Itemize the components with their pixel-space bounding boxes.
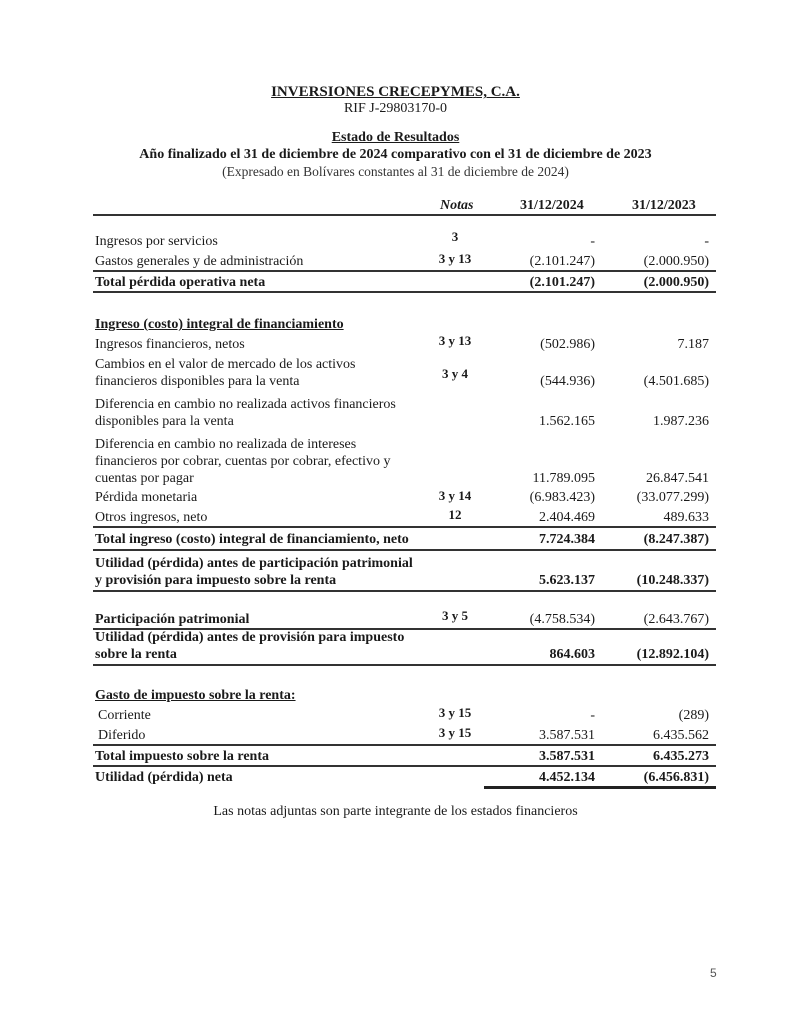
divider xyxy=(93,270,716,272)
value-2024: 2.404.469 xyxy=(539,510,595,525)
value-2023: 26.847.541 xyxy=(646,471,709,486)
value-2023: (10.248.337) xyxy=(636,573,709,588)
row-label: Total ingreso (costo) integral de financiamiento, neto xyxy=(95,532,409,547)
value-2024: (544.936) xyxy=(540,374,595,389)
row-label-line-2: sobre la renta xyxy=(95,647,177,662)
row-note: 3 y 4 xyxy=(442,366,468,381)
row-label-line-1: Utilidad (pérdida) antes de provisión para impuesto xyxy=(95,630,405,645)
row-label-line-2: financieros por cobrar, cuentas por cobrar, efectivo y xyxy=(95,454,391,469)
row-note: 3 y 14 xyxy=(438,488,472,503)
value-2024: 3.587.531 xyxy=(539,728,595,743)
value-2023: 6.435.273 xyxy=(653,749,709,764)
value-2023: (2.000.950) xyxy=(643,275,709,290)
row-label-line-2: financieros disponibles para la venta xyxy=(95,374,300,389)
value-2023: (33.077.299) xyxy=(636,490,709,505)
value-2023: 1.987.236 xyxy=(653,414,709,429)
row-label: Ingresos financieros, netos xyxy=(95,337,245,352)
row-note: 12 xyxy=(448,507,462,522)
value-2024: 3.587.531 xyxy=(539,749,595,764)
row-note: 3 xyxy=(451,229,459,244)
row-label-line-2: disponibles para la venta xyxy=(95,414,234,429)
value-2023: (2.643.767) xyxy=(643,612,709,627)
divider xyxy=(93,590,716,592)
value-2023: (4.501.685) xyxy=(643,374,709,389)
row-label: Pérdida monetaria xyxy=(95,490,198,505)
row-label: Diferido xyxy=(98,728,146,743)
company-name: INVERSIONES CRECEPYMES, C.A. xyxy=(271,84,520,100)
divider xyxy=(93,526,716,528)
row-label: Otros ingresos, neto xyxy=(95,510,208,525)
row-label-line-1: Utilidad (pérdida) antes de participación patrimonial xyxy=(95,556,413,571)
section-title: Ingreso (costo) integral de financiamiento xyxy=(95,317,344,332)
value-2023: 489.633 xyxy=(663,510,709,525)
value-2024: - xyxy=(590,234,595,249)
row-label: Participación patrimonial xyxy=(95,612,250,627)
value-2023: - xyxy=(704,234,709,249)
value-2023: (289) xyxy=(678,708,709,723)
row-label: Ingresos por servicios xyxy=(95,234,218,249)
column-header-2024: 31/12/2024 xyxy=(520,198,584,213)
value-2024: (2.101.247) xyxy=(529,254,595,269)
row-note: 3 y 15 xyxy=(438,725,472,740)
row-note: 3 y 15 xyxy=(438,705,472,720)
value-2023: 7.187 xyxy=(677,337,709,352)
value-2023: (8.247.387) xyxy=(643,532,709,547)
divider xyxy=(93,291,716,293)
row-label: Utilidad (pérdida) neta xyxy=(95,770,233,785)
statement-period: Año finalizado el 31 de diciembre de 2024 comparativo con el 31 de diciembre de 2023 xyxy=(139,147,652,162)
value-2024: 864.603 xyxy=(549,647,595,662)
value-2023: 6.435.562 xyxy=(653,728,709,743)
divider xyxy=(93,744,716,746)
row-note: 3 y 13 xyxy=(438,251,472,266)
row-note: 3 y 13 xyxy=(438,333,472,348)
value-2024: 1.562.165 xyxy=(539,414,595,429)
value-2024: (4.758.534) xyxy=(529,612,595,627)
row-label: Corriente xyxy=(98,708,151,723)
column-header-2023: 31/12/2023 xyxy=(632,198,696,213)
divider xyxy=(93,765,716,767)
row-label: Gastos generales y de administración xyxy=(95,254,304,269)
row-label-line-1: Diferencia en cambio no realizada de intereses xyxy=(95,437,357,452)
page-number: 5 xyxy=(710,966,717,980)
statement-title: Estado de Resultados xyxy=(331,130,460,145)
value-2024: 7.724.384 xyxy=(539,532,595,547)
section-title: Gasto de impuesto sobre la renta: xyxy=(95,688,296,703)
value-2024: (502.986) xyxy=(540,337,595,352)
divider xyxy=(93,664,716,666)
value-2024: 4.452.134 xyxy=(539,770,595,785)
value-2023: (2.000.950) xyxy=(643,254,709,269)
header-divider xyxy=(93,214,716,216)
row-label-line-2: y provisión para impuesto sobre la renta xyxy=(95,573,337,588)
divider xyxy=(93,549,716,551)
company-rif: RIF J-29803170-0 xyxy=(343,101,448,116)
footer-note: Las notas adjuntas son parte integrante de los estados financieros xyxy=(213,804,578,819)
column-header-notes: Notas xyxy=(440,198,474,213)
row-label-line-1: Diferencia en cambio no realizada activos financieros xyxy=(95,397,396,412)
row-label-line-1: Cambios en el valor de mercado de los activos xyxy=(95,357,356,372)
value-2024: 11.789.095 xyxy=(532,471,595,486)
value-2023: (12.892.104) xyxy=(636,647,709,662)
value-2024: - xyxy=(590,708,595,723)
value-2024: (2.101.247) xyxy=(529,275,595,290)
value-2024: 5.623.137 xyxy=(539,573,595,588)
double-underline xyxy=(484,786,716,789)
row-label-line-3: cuentas por pagar xyxy=(95,471,194,486)
row-note: 3 y 5 xyxy=(442,608,468,623)
row-label: Total pérdida operativa neta xyxy=(95,275,266,290)
row-label: Total impuesto sobre la renta xyxy=(95,749,269,764)
currency-note: (Expresado en Bolívares constantes al 31 de diciembre de 2024) xyxy=(222,164,569,179)
value-2024: (6.983.423) xyxy=(529,490,595,505)
value-2023: (6.456.831) xyxy=(643,770,709,785)
